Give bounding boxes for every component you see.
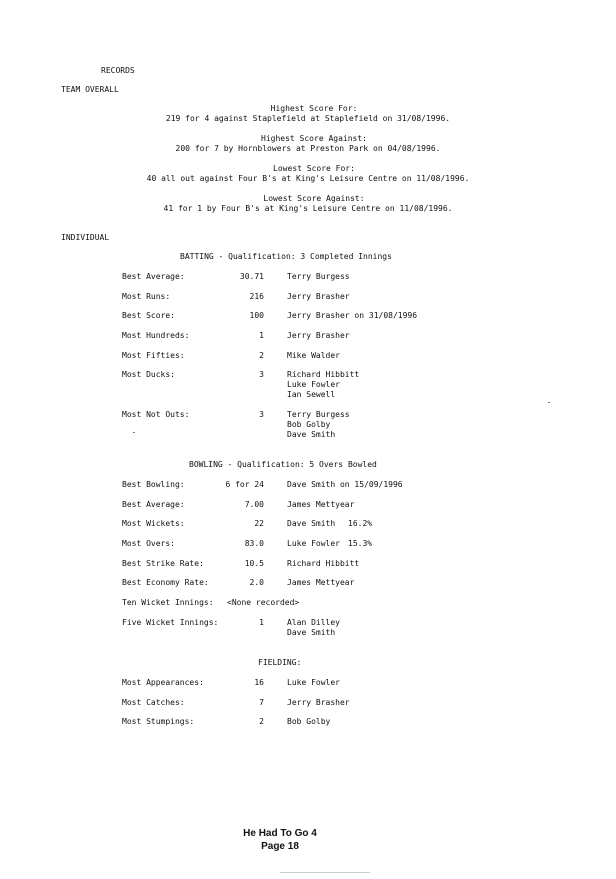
stat-percentage: 15.3% [348, 539, 373, 548]
stat-label: Most Wickets: [122, 519, 185, 528]
batting-row-most-not-outs [0, 410, 616, 439]
player-names: Richard Hibbitt Luke Fowler Ian Sewell [287, 370, 360, 399]
stat-label: Ten Wicket Innings: [122, 598, 214, 607]
team-lowest-against-text: 41 for 1 by Four B's at King's Leisure Centre on 11/08/1996. [163, 204, 453, 213]
batting-row-best-average [0, 272, 616, 284]
stat-value: 83.0 [244, 539, 264, 548]
stat-label: Most Ducks: [122, 370, 175, 379]
fielding-title: FIELDING: [258, 658, 302, 667]
batting-row-most-fifties [0, 351, 616, 363]
fielding-row-most-appearances [0, 678, 616, 690]
stat-label: Most Fifties: [122, 351, 185, 360]
team-lowest-for-text: 40 all out against Four B's at King's Leisure Centre on 11/08/1996. [146, 174, 470, 183]
bowling-row-most-wickets [0, 519, 616, 531]
stat-value: 1 [259, 331, 264, 340]
stat-label: Most Not Outs: [122, 410, 190, 419]
player-name: Jerry Brasher [287, 292, 350, 301]
bowling-row-best-economy-rate [0, 578, 616, 590]
stat-value: 30.71 [239, 272, 264, 281]
team-lowest-against-title: Lowest Score Against: [263, 194, 365, 203]
stat-value: 3 [259, 370, 264, 379]
player-name: James Mettyear [287, 578, 355, 587]
stat-value: 16 [254, 678, 264, 687]
team-highest-for-text: 219 for 4 against Staplefield at Staplefield on 31/08/1996. [165, 114, 451, 123]
team-lowest-for-title: Lowest Score For: [273, 164, 355, 173]
stat-label: Best Average: [122, 500, 185, 509]
stat-label: Most Catches: [122, 698, 185, 707]
player-names: Alan Dilley Dave Smith [287, 618, 340, 637]
player-names: Terry Burgess Bob Golby Dave Smith [287, 410, 350, 439]
fielding-row-most-catches [0, 698, 616, 710]
records-heading: RECORDS [101, 66, 135, 75]
stat-percentage: 16.2% [348, 519, 373, 528]
batting-title: BATTING - Qualification: 3 Completed Innings [180, 252, 392, 261]
bowling-row-best-average [0, 500, 616, 512]
player-name: Terry Burgess [287, 272, 350, 281]
bowling-row-best-strike-rate [0, 559, 616, 571]
player-name: Jerry Brasher [287, 698, 350, 707]
batting-row-best-score [0, 311, 616, 323]
stat-value: 2 [259, 351, 264, 360]
stat-value: <None recorded> [227, 598, 300, 607]
stat-label: Best Score: [122, 311, 175, 320]
stat-value: 22 [254, 519, 264, 528]
player-name: James Mettyear [287, 500, 355, 509]
fielding-row-most-stumpings [0, 717, 616, 729]
stat-value: 6 for 24 [225, 480, 264, 489]
stat-label: Most Appearances: [122, 678, 204, 687]
player-name: Jerry Brasher [287, 331, 350, 340]
team-highest-for-title: Highest Score For: [270, 104, 358, 113]
player-name: Dave Smith on 15/09/1996 [287, 480, 403, 489]
individual-heading: INDIVIDUAL [61, 233, 110, 242]
stat-value: 7 [259, 698, 264, 707]
player-name: Mike Walder [287, 351, 340, 360]
batting-row-most-hundreds [0, 331, 616, 343]
stat-value: 216 [249, 292, 264, 301]
stat-value: 2.0 [249, 578, 264, 587]
bowling-row-most-overs [0, 539, 616, 551]
bowling-row-best-bowling [0, 480, 616, 492]
stat-label: Best Strike Rate: [122, 559, 204, 568]
player-name: Luke Fowler [287, 678, 340, 687]
stat-label: Best Economy Rate: [122, 578, 209, 587]
stat-value: 10.5 [244, 559, 264, 568]
team-highest-against-text: 200 for 7 by Hornblowers at Preston Park on 04/08/1996. [175, 144, 441, 153]
stat-label: Most Hundreds: [122, 331, 190, 340]
stat-value: 2 [259, 717, 264, 726]
player-name: Bob Golby [287, 717, 331, 726]
player-name: Dave Smith [287, 519, 336, 528]
player-name: Richard Hibbitt [287, 559, 360, 568]
stat-label: Best Average: [122, 272, 185, 281]
stat-label: Best Bowling: [122, 480, 185, 489]
scan-edge-mark [280, 872, 370, 873]
bowling-row-five-wicket-innings [0, 618, 616, 637]
stat-label: Five Wicket Innings: [122, 618, 219, 627]
stat-value: 100 [249, 311, 264, 320]
batting-row-most-ducks [0, 370, 616, 399]
batting-row-most-runs [0, 292, 616, 304]
footer-title: He Had To Go 4 [243, 828, 317, 839]
scan-speck [133, 432, 135, 433]
player-name: Luke Fowler [287, 539, 340, 548]
team-highest-against-title: Highest Score Against: [261, 134, 367, 143]
team-overall-heading: TEAM OVERALL [61, 85, 119, 94]
stat-label: Most Stumpings: [122, 717, 195, 726]
footer-page-number: Page 18 [261, 841, 299, 852]
stat-value: 3 [259, 410, 264, 419]
stat-label: Most Runs: [122, 292, 171, 301]
player-name: Jerry Brasher on 31/08/1996 [287, 311, 418, 320]
bowling-row-ten-wicket-innings [0, 598, 616, 610]
stat-value: 7.00 [244, 500, 264, 509]
scan-speck [548, 402, 550, 403]
stat-value: 1 [259, 618, 264, 627]
stat-label: Most Overs: [122, 539, 175, 548]
bowling-title: BOWLING - Qualification: 5 Overs Bowled [189, 460, 377, 469]
